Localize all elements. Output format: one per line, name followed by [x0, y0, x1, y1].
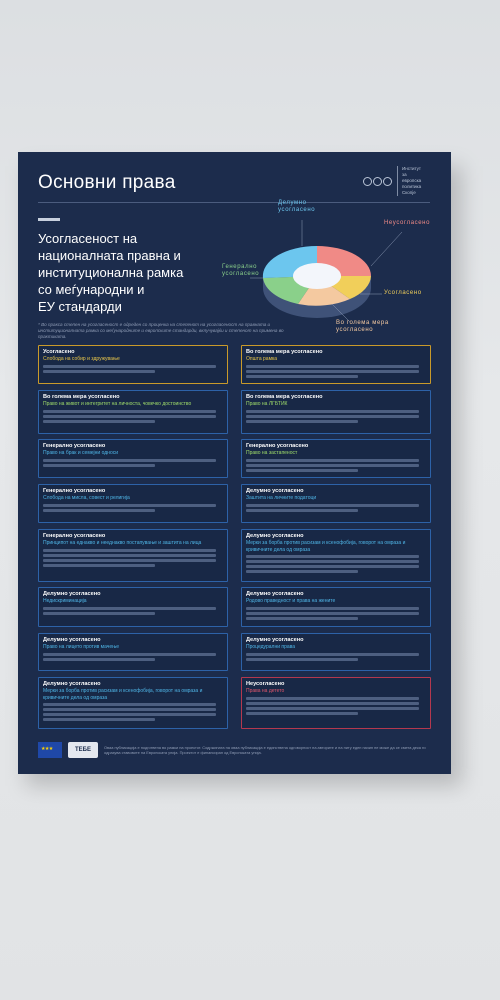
card-title: Право на ЛГБТИК — [246, 401, 288, 407]
right-card — [38, 529, 228, 582]
card-text-line — [246, 370, 419, 373]
right-card — [241, 390, 431, 434]
right-card — [38, 345, 228, 384]
poster-footer — [38, 736, 431, 764]
card-text-line — [43, 365, 216, 368]
card-text-line — [43, 370, 155, 373]
right-card — [241, 439, 431, 478]
card-text-line — [246, 702, 419, 705]
right-card — [241, 633, 431, 671]
card-status: Делумно усогласено — [246, 637, 304, 643]
card-text-line — [43, 658, 155, 661]
card-title: Мерки за борба против расизам и ксенофобија, говорот на омраза и кривичните дела од омраза — [246, 540, 406, 553]
card-status: Делумно усогласено — [43, 637, 101, 643]
card-text-line — [246, 697, 419, 700]
card-text-line — [43, 459, 216, 462]
card-status: Делумно усогласено — [246, 533, 304, 539]
right-card — [241, 345, 431, 384]
card-text-line — [43, 549, 216, 552]
card-text-line — [246, 658, 358, 661]
card-text-line — [246, 555, 419, 558]
card-status: Делумно усогласено — [246, 488, 304, 494]
poster-title: Основни права — [38, 172, 176, 193]
card-text-line — [246, 712, 358, 715]
card-status: Усогласено — [43, 349, 75, 355]
card-text-line — [246, 707, 419, 710]
card-text-line — [246, 509, 358, 512]
right-card — [38, 677, 228, 729]
card-status: Генерално усогласено — [246, 443, 309, 449]
pie-label-none: Неусогласено — [384, 220, 431, 226]
card-text-line — [43, 653, 216, 656]
right-card — [241, 484, 431, 523]
card-status: Во голема мера усогласено — [246, 349, 323, 355]
card-text-line — [246, 570, 358, 573]
card-text-line — [246, 375, 358, 378]
card-text-line — [246, 560, 419, 563]
methodology-note: * Во пракса степен на усогласеност е одреден со проценка на степенот на усогласеност на правната и институционалната рамка со меѓународните и европските стандарди, вклучувајќи и степенот на примена во практиката. — [38, 322, 284, 339]
card-text-line — [246, 504, 419, 507]
card-status: Генерално усогласено — [43, 488, 106, 494]
footer-disclaimer: Оваа публикација е подготвена во рамки на проектот. Содржината на оваа публикација е единствена одговорност на авторите и на ниту еден начин не може да се смета дека ги одразува ставовите на Европската унија. Проектот е финансиран од Европската унија. — [104, 745, 426, 755]
card-text-line — [246, 415, 419, 418]
partner-logo: ТЕБЕ — [68, 742, 98, 758]
pie-label-large: Во голема мера усогласено — [336, 320, 389, 333]
pie-label-partial: Делумно усогласено — [278, 200, 316, 213]
right-card — [38, 390, 228, 434]
card-text-line — [43, 564, 155, 567]
card-title: Право на лицето против мачење — [43, 644, 120, 650]
right-card — [241, 587, 431, 627]
right-card — [38, 587, 228, 627]
card-title: Право на брак и семејни односи — [43, 450, 119, 456]
card-title: Права на детето — [246, 688, 285, 694]
card-text-line — [43, 410, 216, 413]
card-text-line — [43, 420, 155, 423]
institute-dots-icon — [363, 177, 392, 186]
card-title: Заштита на личните податоци — [246, 495, 317, 501]
poster-subtitle: Усогласеност на националната правна и институционална рамка со меѓународни и ЕУ стандарди — [38, 231, 184, 314]
right-card — [38, 633, 228, 671]
card-text-line — [43, 415, 216, 418]
card-text-line — [246, 365, 419, 368]
card-text-line — [43, 713, 216, 716]
card-title: Право на живот и интегритет на личноста, човечко достоинство — [43, 401, 192, 407]
compliance-pie-graphic — [222, 196, 442, 346]
card-text-line — [43, 504, 216, 507]
institute-name: Институт за европска политика Скопје — [397, 166, 431, 196]
card-text-line — [43, 554, 216, 557]
card-text-line — [246, 565, 419, 568]
eu-flag-icon — [38, 742, 62, 758]
card-text-line — [246, 607, 419, 610]
right-card — [241, 529, 431, 582]
card-text-line — [43, 607, 216, 610]
accent-bar — [38, 218, 60, 221]
card-text-line — [43, 708, 216, 711]
card-status: Делумно усогласено — [43, 591, 101, 597]
card-status: Делумно усогласено — [246, 591, 304, 597]
card-text-line — [43, 612, 155, 615]
pie-label-general: Генерално усогласено — [222, 264, 260, 277]
card-text-line — [43, 509, 155, 512]
card-title: Принципот на еднакво и нееднакво постапување и заштита на лица — [43, 540, 202, 546]
card-text-line — [246, 464, 419, 467]
card-text-line — [246, 612, 419, 615]
institute-logo — [363, 166, 431, 196]
card-text-line — [43, 559, 216, 562]
card-text-line — [246, 469, 358, 472]
card-title: Мерки за борба против расизам и ксенофобија, говорот на омраза и кривичните дела од омраза — [43, 688, 203, 701]
card-status: Во голема мера усогласено — [246, 394, 323, 400]
card-text-line — [246, 410, 419, 413]
card-text-line — [246, 459, 419, 462]
card-text-line — [246, 653, 419, 656]
right-card — [38, 439, 228, 478]
card-text-line — [43, 703, 216, 706]
card-status: Делумно усогласено — [43, 681, 101, 687]
card-text-line — [43, 464, 155, 467]
card-title: Недискриминација — [43, 598, 87, 604]
card-title: Општа рамка — [246, 356, 278, 362]
card-title: Родово праведност и права на жените — [246, 598, 336, 604]
card-text-line — [246, 617, 358, 620]
poster — [18, 152, 451, 774]
right-card — [241, 677, 431, 729]
card-status: Генерално усогласено — [43, 443, 106, 449]
card-title: Слобода на мисла, совест и религија — [43, 495, 130, 501]
card-status: Генерално усогласено — [43, 533, 106, 539]
card-title: Процедурални права — [246, 644, 296, 650]
card-text-line — [43, 718, 155, 721]
card-status: Во голема мера усогласено — [43, 394, 120, 400]
card-status: Неусогласено — [246, 681, 285, 687]
card-title: Слобода на собир и здружување — [43, 356, 120, 362]
right-card — [38, 484, 228, 523]
card-text-line — [246, 420, 358, 423]
pie-label-full: Усогласено — [384, 290, 422, 296]
card-title: Право на застапеност — [246, 450, 298, 456]
